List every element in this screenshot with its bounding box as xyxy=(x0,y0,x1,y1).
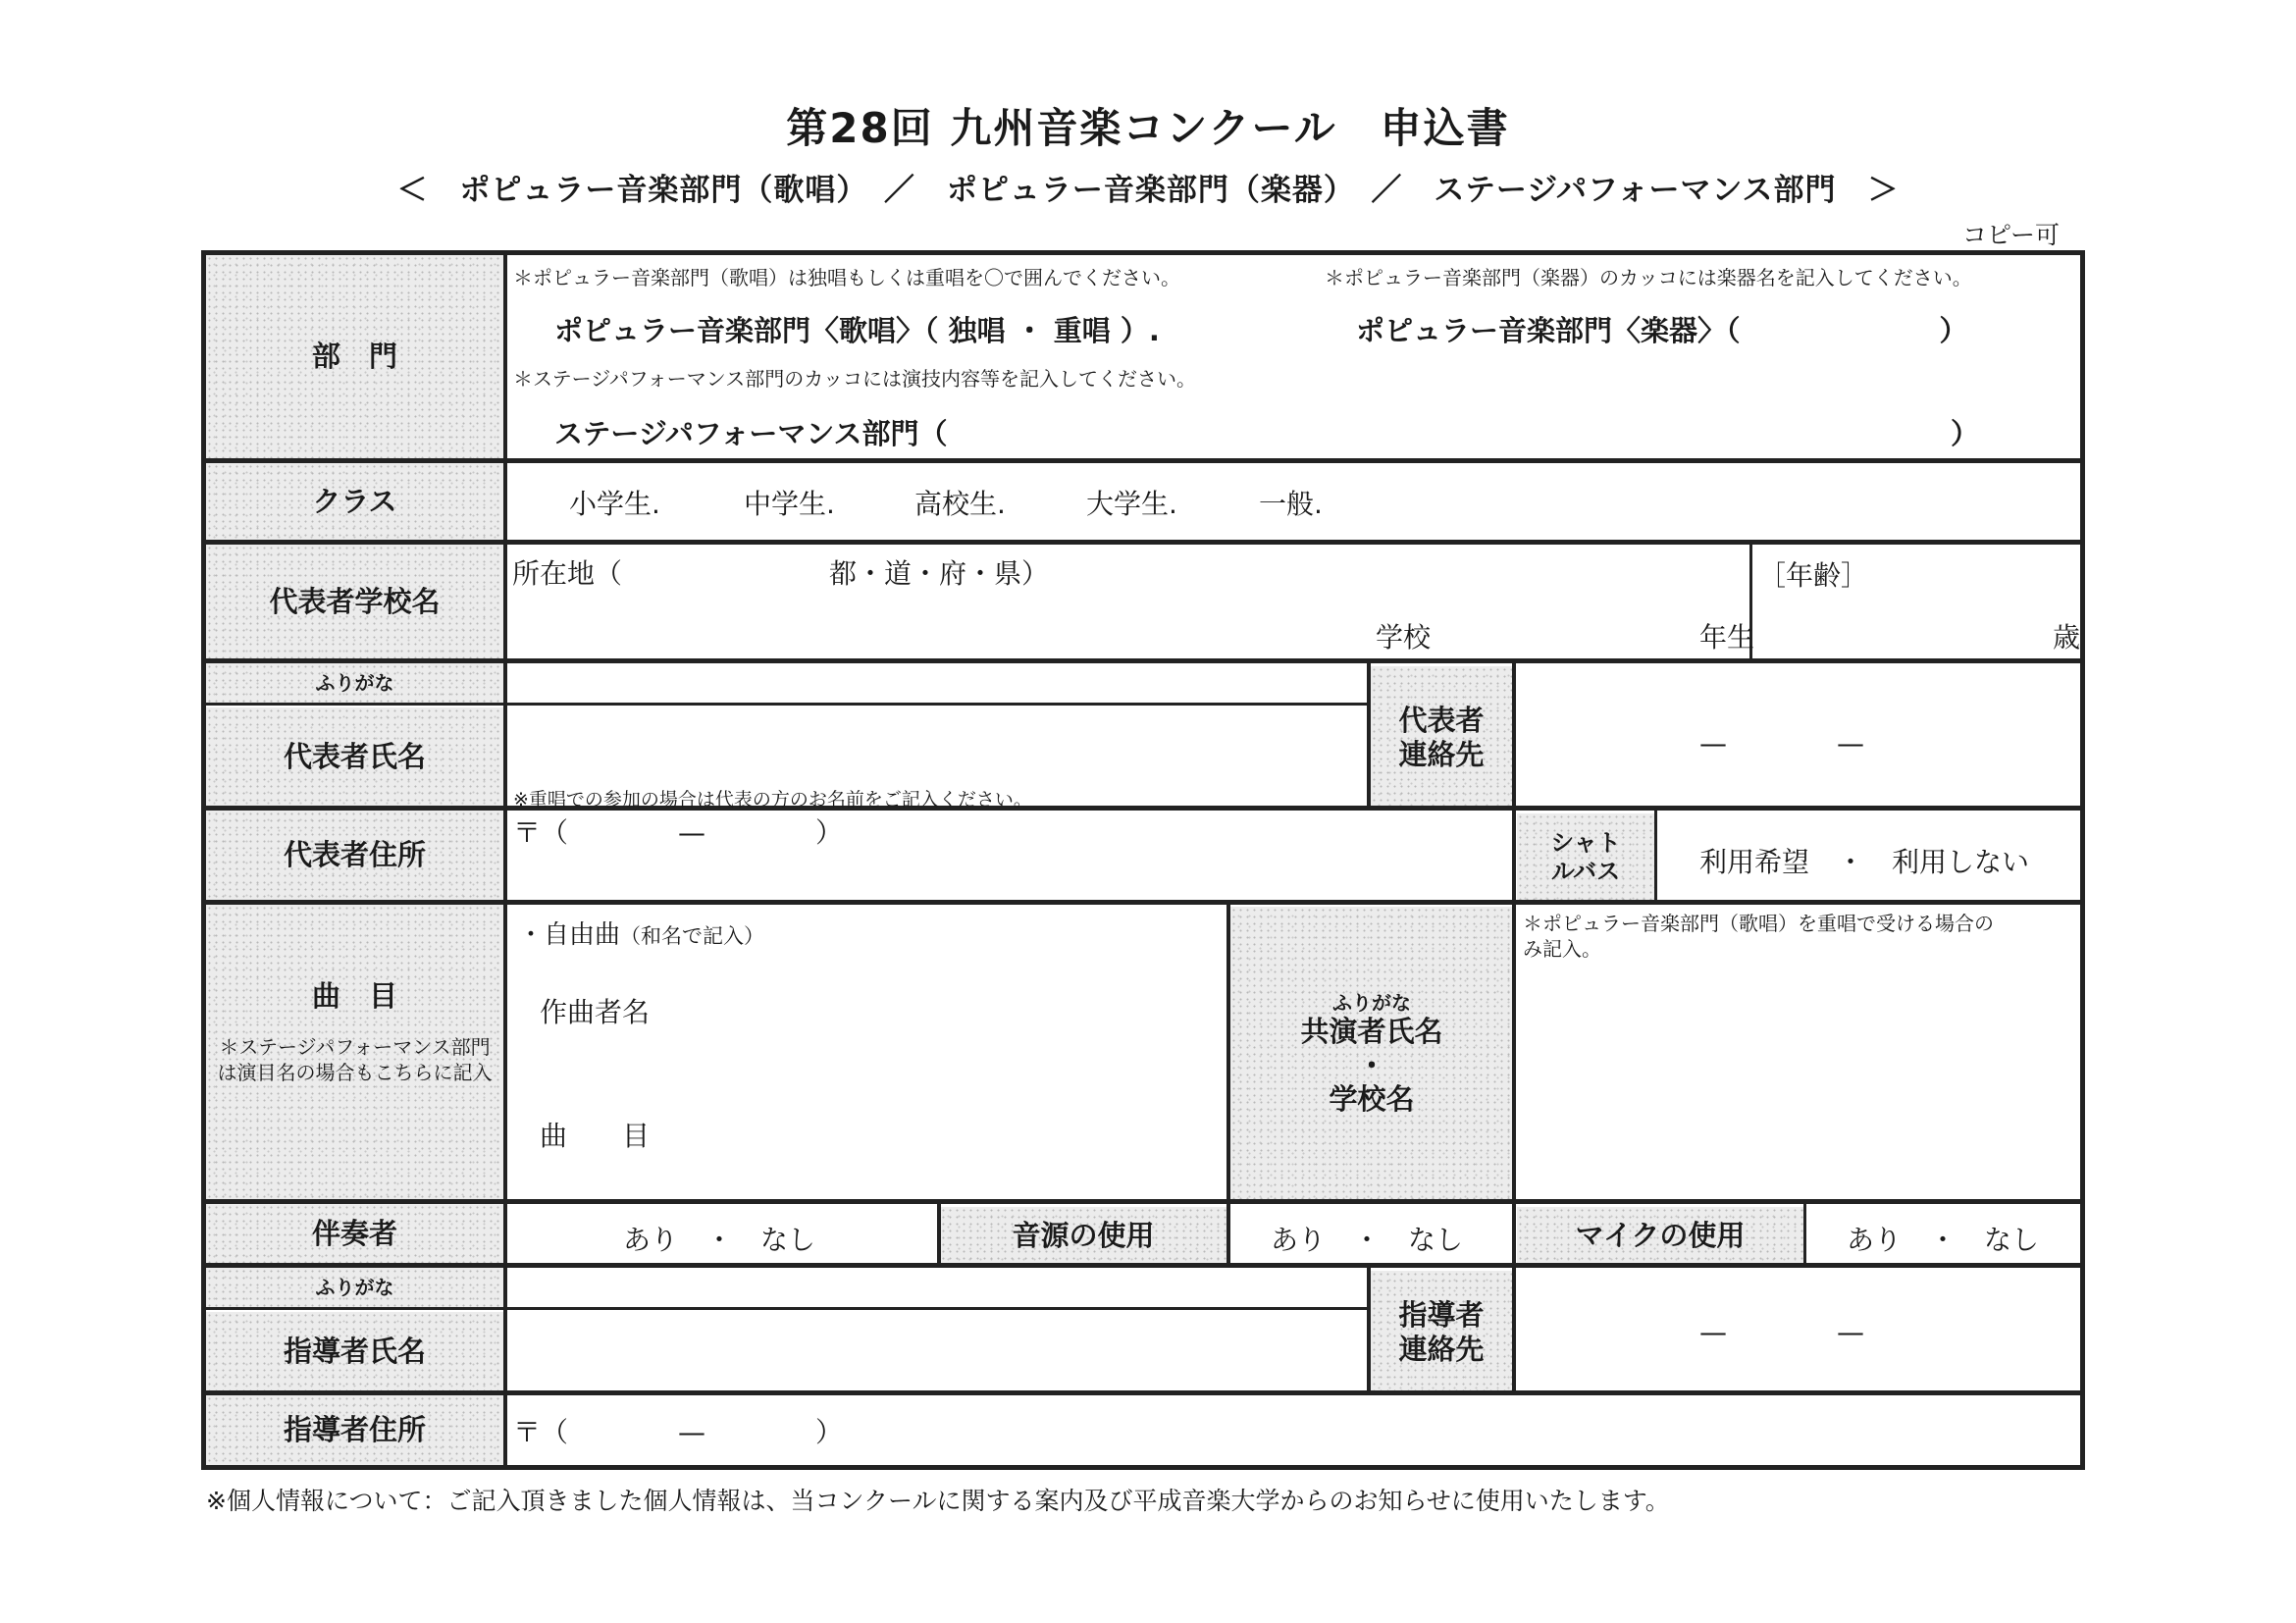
rep-postal[interactable]: 〒（ — ） xyxy=(513,816,844,849)
rep-address-label: 代表者住所 xyxy=(283,838,426,872)
song-label-cell xyxy=(206,905,503,1199)
inst-address-label: 指導者住所 xyxy=(283,1413,426,1447)
source-label: 音源の使用 xyxy=(1012,1218,1155,1252)
copy-note: コピー可 xyxy=(1962,221,2061,249)
rep-name-note: ※重唱での参加の場合は代表の方のお名前をご記入ください。 xyxy=(513,789,1032,811)
rep-furigana-label-cell xyxy=(206,663,503,703)
bumon-label-cell xyxy=(206,255,503,458)
bumon-note-vocal: ＊ポピュラー音楽部門（歌唱）は独唱もしくは重唱を〇で囲んでください。 xyxy=(513,266,1180,289)
class-label: クラス xyxy=(312,484,397,518)
source-options[interactable]: あり ・ なし xyxy=(1271,1224,1464,1256)
rep-contact-label: 代表者連絡先 xyxy=(1398,703,1485,771)
inst-furigana-label: ふりがな xyxy=(315,1276,394,1299)
inst-contact-label-cell xyxy=(1371,1271,1512,1393)
bumon-label: 部 門 xyxy=(311,340,397,374)
inst-postal[interactable]: 〒（ — ） xyxy=(513,1416,844,1448)
class-label-cell xyxy=(206,463,503,540)
bumon-option-stage-close: ） xyxy=(1951,417,1980,450)
school-location[interactable]: 所在地（ xyxy=(512,557,623,590)
school-label: 代表者学校名 xyxy=(269,584,441,618)
inst-address-label-cell xyxy=(206,1395,503,1465)
free-song-label: ・自由曲 xyxy=(518,920,621,950)
inst-name-label: 指導者氏名 xyxy=(283,1334,426,1368)
class-option-high-school[interactable]: 高校生. xyxy=(914,488,1006,520)
class-option-junior-high[interactable]: 中学生. xyxy=(744,488,835,520)
song-sub-note: ＊ステージパフォーマンス部門は演目名の場合もこちらに記入 xyxy=(217,1035,493,1085)
page-subtitle: ＜ ポピュラー音楽部門（歌唱） ／ ポピュラー音楽部門（楽器） ／ ステージパフォーマンス部門 ＞ xyxy=(396,173,1900,208)
accompanist-label-cell xyxy=(206,1204,503,1263)
co-performer-label-cell xyxy=(1230,907,1513,1201)
privacy-footer: ※個人情報について：ご記入頂きました個人情報は、当コンクールに関する案内及び平成音楽大学からのお知らせに使用いたします。 xyxy=(206,1487,1670,1515)
shuttle-label-cell xyxy=(1517,813,1654,902)
mic-label-cell xyxy=(1517,1207,1803,1264)
free-song xyxy=(518,915,764,951)
rep-address-label-cell xyxy=(206,811,503,900)
accompanist-options[interactable]: あり ・ なし xyxy=(623,1224,816,1256)
school-label-cell xyxy=(206,545,503,658)
inst-contact-label: 指導者連絡先 xyxy=(1398,1297,1485,1366)
mic-label: マイクの使用 xyxy=(1575,1218,1746,1252)
page-title: 第28回 九州音楽コンクール 申込書 xyxy=(786,104,1510,152)
class-option-general[interactable]: 一般. xyxy=(1259,488,1323,520)
composer-label: 作曲者名 xyxy=(540,996,651,1028)
rep-contact-dash: — — xyxy=(1699,727,1865,759)
source-label-cell xyxy=(940,1207,1226,1264)
grade-suffix: 年生 xyxy=(1699,621,1755,654)
accompanist-label: 伴奏者 xyxy=(311,1216,397,1250)
bumon-note-stage: ＊ステージパフォーマンス部門のカッコには演技内容等を記入してください。 xyxy=(513,367,1196,391)
bumon-note-instrument: ＊ポピュラー音楽部門（楽器）のカッコには楽器名を記入してください。 xyxy=(1325,266,1972,289)
co-performer-label: 共演者氏名 xyxy=(1300,1014,1443,1048)
shuttle-label: シャトルバス xyxy=(1550,829,1621,885)
free-song-note: （和名で記入） xyxy=(620,924,765,948)
class-option-elementary[interactable]: 小学生. xyxy=(569,488,660,520)
application-form xyxy=(201,250,2085,1470)
shuttle-options[interactable]: 利用希望 ・ 利用しない xyxy=(1699,846,2030,878)
school-prefecture: 都・道・府・県） xyxy=(829,557,1050,590)
rep-name-label-cell xyxy=(206,707,503,806)
age-label: ［年齢］ xyxy=(1758,559,1869,592)
bumon-option-stage[interactable]: ステージパフォーマンス部門（ xyxy=(554,417,948,450)
school-suffix: 学校 xyxy=(1376,621,1432,654)
inst-name-label-cell xyxy=(206,1312,503,1390)
bumon-option-instrument[interactable]: ポピュラー音楽部門〈楽器〉（ ） xyxy=(1356,314,1968,347)
rep-name-label: 代表者氏名 xyxy=(283,739,426,773)
bumon-option-vocal[interactable]: ポピュラー音楽部門〈歌唱〉（ 独唱 ・ 重唱 ）. xyxy=(554,314,1160,347)
co-dot: ・ xyxy=(1357,1048,1386,1082)
inst-contact-dash: — — xyxy=(1699,1316,1865,1348)
co-performer-note: ＊ポピュラー音楽部門（歌唱）を重唱で受ける場合のみ記入。 xyxy=(1523,912,1994,961)
song-label: 曲 目 xyxy=(311,978,397,1013)
co-furigana-label: ふりがな xyxy=(1332,990,1411,1015)
rep-contact-label-cell xyxy=(1371,666,1512,809)
age-suffix: 歳 xyxy=(2053,621,2081,654)
inst-furigana-label-cell xyxy=(206,1268,503,1307)
mic-options[interactable]: あり ・ なし xyxy=(1847,1224,2040,1256)
song-title-label: 曲 目 xyxy=(540,1120,651,1152)
rep-furigana-label: ふりがな xyxy=(315,671,394,695)
class-option-university[interactable]: 大学生. xyxy=(1086,488,1177,520)
co-school-label: 学校名 xyxy=(1329,1082,1415,1117)
